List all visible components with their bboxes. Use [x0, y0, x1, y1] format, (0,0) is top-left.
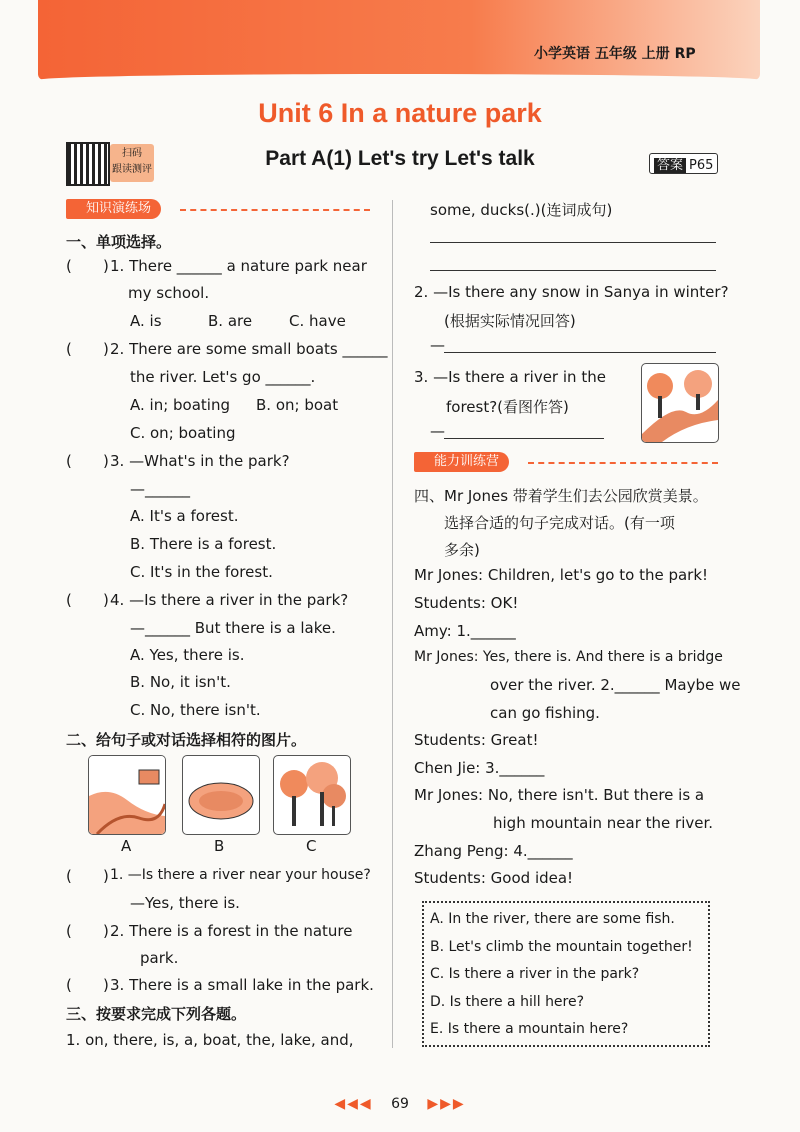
q4-heading-2: 选择合适的句子完成对话。(有一项: [444, 514, 675, 532]
q1-3-opt-b[interactable]: B. There is a forest.: [130, 535, 277, 553]
part-title: Part A(1) Let's try Let's talk: [265, 147, 535, 170]
scan-text-1: 扫码: [122, 148, 142, 159]
answer-line[interactable]: [430, 242, 716, 243]
dialogue-line: Students: Great!: [414, 731, 539, 749]
dialogue-line: Students: OK!: [414, 594, 519, 612]
q2-2-bracket: (: [66, 922, 72, 940]
dialogue-line: Students: Good idea!: [414, 869, 574, 887]
picture-a-river: [88, 755, 166, 835]
next-arrows-icon: ▶▶▶: [427, 1096, 466, 1112]
q2-2-line1: 2. There is a forest in the nature: [110, 922, 353, 940]
q1-3-bracket-close: ): [103, 452, 109, 470]
picture-label-c: C: [306, 837, 317, 855]
q1-3-line2: —______: [130, 480, 190, 498]
q3-3-line2: forest?(看图作答): [446, 398, 569, 416]
dialogue-line: Mr Jones: Children, let's go to the park!: [414, 566, 709, 584]
q3-2-line2: (根据实际情况回答): [444, 312, 576, 330]
option-c[interactable]: C. Is there a river in the park?: [430, 966, 640, 982]
q1-1-opt-a[interactable]: A. is: [130, 312, 162, 330]
q1-1-line2: my school.: [128, 284, 210, 302]
picture-label-a: A: [121, 837, 132, 855]
header-band: [38, 0, 760, 80]
q3-2-dash: —: [430, 336, 445, 354]
q2-2-bracket-close: ): [103, 922, 109, 940]
q2-heading: 二、给句子或对话选择相符的图片。: [66, 731, 307, 749]
q2-1-bracket-close: ): [103, 867, 109, 885]
page-number: 69: [391, 1096, 409, 1112]
q3-heading: 三、按要求完成下列各题。: [66, 1005, 247, 1023]
dash-line: [180, 209, 370, 211]
q1-2-line2: the river. Let's go ______.: [130, 368, 316, 386]
q2-2-line2: park.: [140, 949, 179, 967]
q1-4-line1: 4. —Is there a river in the park?: [110, 591, 349, 609]
q1-1-opt-c[interactable]: C. have: [289, 312, 346, 330]
section-ability-tag: 能力训练营: [414, 452, 509, 472]
q1-4-bracket: (: [66, 591, 72, 609]
q1-2-bracket-close: ): [103, 340, 109, 358]
picture-forest-river: [641, 363, 719, 443]
option-a[interactable]: A. In the river, there are some fish.: [430, 911, 675, 927]
q1-3-opt-a[interactable]: A. It's a forest.: [130, 507, 239, 525]
q2-1-line1: 1. —Is there a river near your house?: [110, 867, 371, 883]
q3-2-line1: 2. —Is there any snow in Sanya in winter?: [414, 283, 729, 301]
q2-1-line2: —Yes, there is.: [130, 894, 240, 912]
column-divider: [392, 200, 393, 1048]
dialogue-line: Chen Jie: 3.______: [414, 759, 545, 777]
q4-heading-1: 四、Mr Jones 带着学生们去公园欣赏美景。: [414, 487, 708, 505]
dash-line: [528, 462, 718, 464]
section-practice-tag: 知识演练场: [66, 199, 161, 219]
q4-heading-3: 多余): [444, 541, 480, 559]
dialogue-line: Amy: 1.______: [414, 622, 516, 640]
q3-1-line1: 1. on, there, is, a, boat, the, lake, and,: [66, 1031, 354, 1049]
answer-ref[interactable]: [649, 153, 718, 174]
prev-arrows-icon: ◀◀◀: [334, 1096, 373, 1112]
q1-1-bracket-close: ): [103, 257, 109, 275]
q1-2-opt-b[interactable]: B. on; boat: [256, 396, 339, 414]
picture-label-b: B: [214, 837, 225, 855]
option-e[interactable]: E. Is there a mountain here?: [430, 1021, 629, 1037]
answer-line[interactable]: [430, 270, 716, 271]
q1-2-opt-c[interactable]: C. on; boating: [130, 424, 236, 442]
dialogue-line: Mr Jones: Yes, there is. And there is a bridge: [414, 649, 723, 665]
q1-4-line2: —______ But there is a lake.: [130, 619, 336, 637]
q1-4-opt-a[interactable]: A. Yes, there is.: [130, 646, 245, 664]
option-d[interactable]: D. Is there a hill here?: [430, 994, 585, 1010]
q2-1-bracket: (: [66, 867, 72, 885]
answer-page: P65: [689, 158, 714, 173]
q1-3-bracket: (: [66, 452, 72, 470]
q1-2-line1: 2. There are some small boats ______: [110, 340, 388, 358]
q1-1-bracket: (: [66, 257, 72, 275]
dialogue-line: over the river. 2.______ Maybe we: [490, 676, 741, 694]
unit-title: Unit 6 In a nature park: [258, 98, 542, 128]
page-footer: [0, 1096, 800, 1112]
answer-label: 答案: [654, 158, 686, 173]
answer-line[interactable]: [444, 352, 716, 353]
scan-text-2: 跟读测评: [112, 164, 152, 175]
q1-4-bracket-close: ): [103, 591, 109, 609]
q3-1-line2: some, ducks(.)(连词成句): [430, 201, 613, 219]
q1-1-line1: 1. There ______ a nature park near: [110, 257, 367, 275]
q1-3-line1: 3. —What's in the park?: [110, 452, 290, 470]
q1-1-opt-b[interactable]: B. are: [208, 312, 253, 330]
q1-2-bracket: (: [66, 340, 72, 358]
q3-3-dash: —: [430, 422, 445, 440]
q1-3-opt-c[interactable]: C. It's in the forest.: [130, 563, 273, 581]
q1-2-opt-a[interactable]: A. in; boating: [130, 396, 230, 414]
series-label: 小学英语 五年级 上册 RP: [534, 46, 696, 62]
q1-4-opt-b[interactable]: B. No, it isn't.: [130, 673, 231, 691]
picture-c-forest: [273, 755, 351, 835]
q1-heading: 一、单项选择。: [66, 233, 172, 251]
q1-4-opt-c[interactable]: C. No, there isn't.: [130, 701, 261, 719]
q3-3-line1: 3. —Is there a river in the: [414, 368, 606, 386]
q2-3-line1: 3. There is a small lake in the park.: [110, 976, 374, 994]
picture-b-lake: [182, 755, 260, 835]
dialogue-line: Zhang Peng: 4.______: [414, 842, 573, 860]
answer-line[interactable]: [444, 438, 604, 439]
option-b[interactable]: B. Let's climb the mountain together!: [430, 939, 693, 955]
q2-3-bracket-close: ): [103, 976, 109, 994]
dialogue-line: high mountain near the river.: [493, 814, 714, 832]
q2-3-bracket: (: [66, 976, 72, 994]
dialogue-line: Mr Jones: No, there isn't. But there is a: [414, 786, 705, 804]
dialogue-line: can go fishing.: [490, 704, 600, 722]
